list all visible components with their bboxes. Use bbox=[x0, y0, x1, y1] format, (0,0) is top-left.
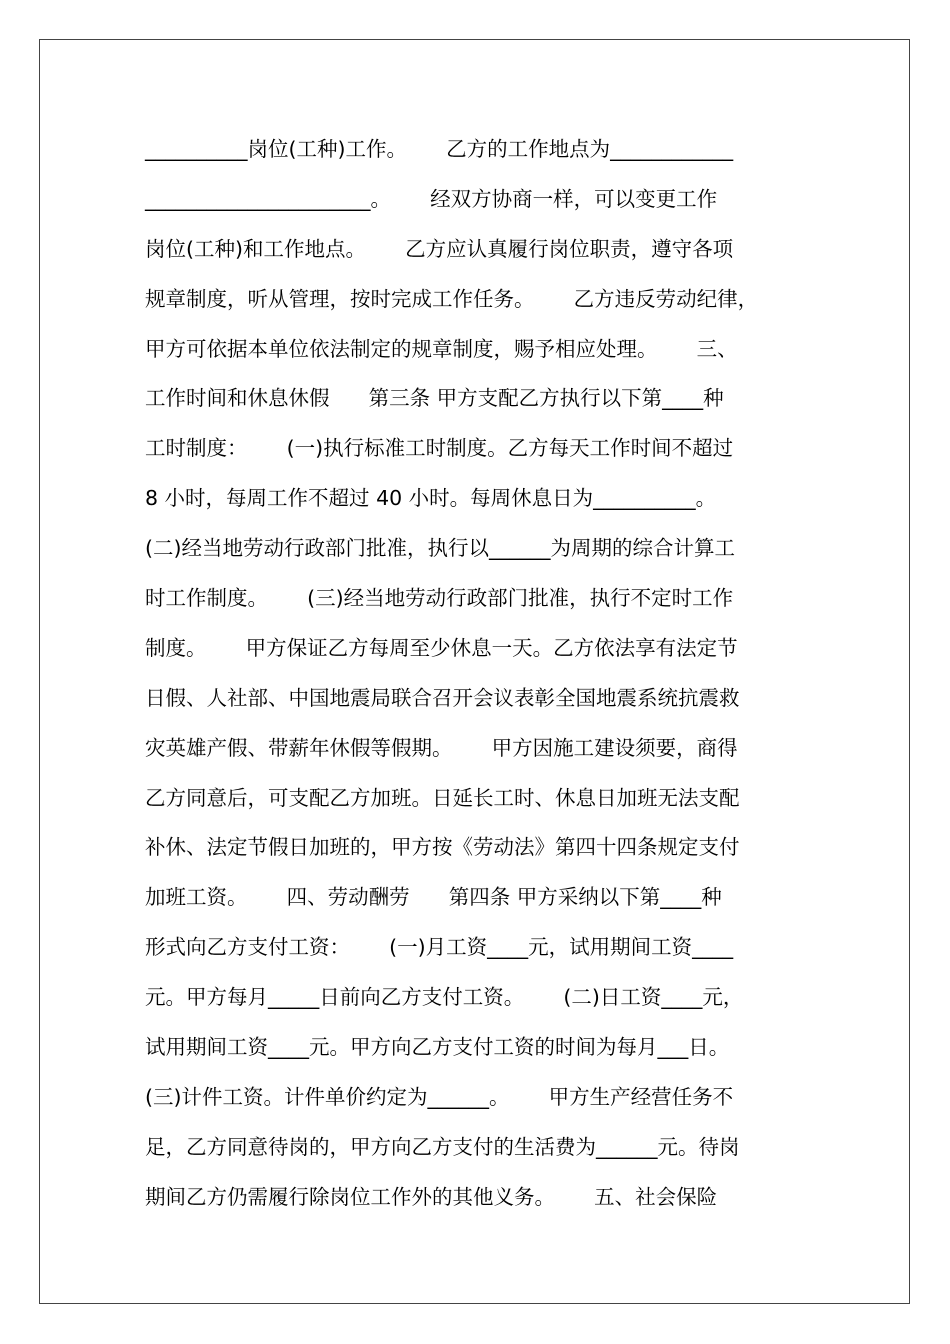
text-line: ______________________。 经双方协商一样，可以变更工作 bbox=[145, 186, 718, 211]
text-line: 工作时间和休息休假 第三条 甲方支配乙方执行以下第____种 bbox=[145, 386, 724, 411]
text-line: 制度。 甲方保证乙方每周至少休息一天。乙方依法享有法定节 bbox=[145, 635, 738, 660]
text-line: 形式向乙方支付工资： (一)月工资____元，试用期间工资____ bbox=[145, 935, 734, 960]
text-line: (三)计件工资。计件单价约定为______。 甲方生产经营任务不 bbox=[145, 1084, 734, 1109]
text-line: 工时制度： (一)执行标准工时制度。乙方每天工作时间不超过 bbox=[145, 436, 734, 461]
text-line: 规章制度，听从管理，按时完成工作任务。 乙方违反劳动纪律， bbox=[145, 286, 759, 311]
text-line: __________岗位(工种)工作。 乙方的工作地点为____________ bbox=[145, 137, 734, 161]
text-line: 甲方可依据本单位依法制定的规章制度，赐予相应处理。 三、 bbox=[145, 336, 738, 361]
text-line: (二)经当地劳动行政部门批准，执行以______为周期的综合计算工 bbox=[145, 536, 735, 561]
text-line: 8 小时，每周工作不超过 40 小时。每周休息日为__________。 bbox=[145, 486, 717, 511]
text-line: 试用期间工资____元。甲方向乙方支付工资的时间为每月___日。 bbox=[145, 1035, 730, 1060]
text-line: 元。甲方每月_____日前向乙方支付工资。 (二)日工资____元， bbox=[145, 985, 744, 1010]
text-line: 期间乙方仍需履行除岗位工作外的其他义务。 五、社会保险 bbox=[145, 1184, 718, 1209]
text-line: 乙方同意后，可支配乙方加班。日延长工时、休息日加班无法支配 bbox=[145, 785, 740, 810]
text-line: 岗位(工种)和工作地点。 乙方应认真履行岗位职责，遵守各项 bbox=[145, 236, 734, 261]
text-line: 补休、法定节假日加班的，甲方按《劳动法》第四十四条规定支付 bbox=[145, 835, 740, 860]
text-line: 加班工资。 四、劳动酬劳 第四条 甲方采纳以下第____种 bbox=[145, 885, 722, 910]
text-line: 灾英雄产假、带薪年休假等假期。 甲方因施工建设须要，商得 bbox=[145, 735, 738, 760]
text-line: 时工作制度。 (三)经当地劳动行政部门批准，执行不定时工作 bbox=[145, 586, 734, 611]
text-line: 日假、人社部、中国地震局联合召开会议表彰全国地震系统抗震救 bbox=[145, 685, 740, 710]
document-body bbox=[145, 125, 820, 1223]
text-line: 足，乙方同意待岗的，甲方向乙方支付的生活费为______元。待岗 bbox=[145, 1134, 740, 1159]
